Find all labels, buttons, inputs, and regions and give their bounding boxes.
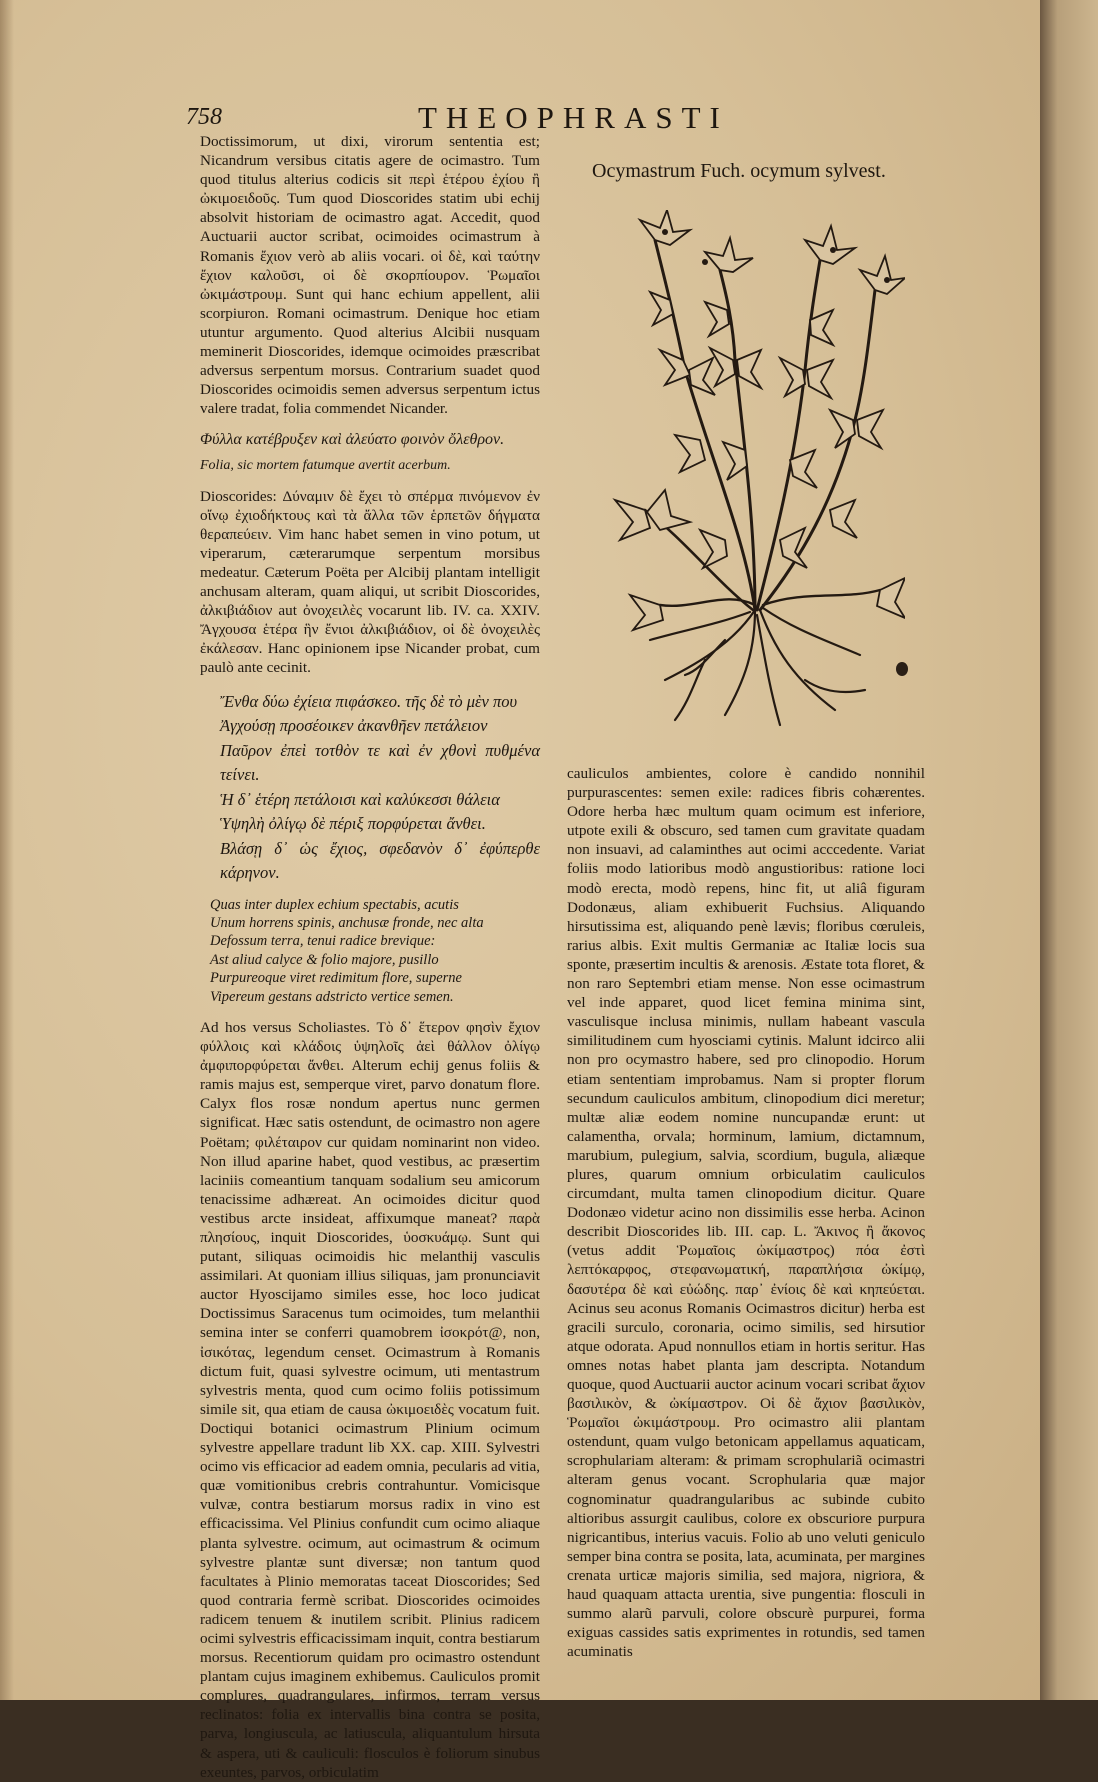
text-paragraph: Dioscorides: Δύναμιν δὲ ἔχει τὸ σπέρμα πινόμενον ἐν οἴνῳ ἐχιοδήκτους καὶ τὰ ἄλλα τῶν ἑρπετῶν δήγματα θεραπεύειν. Vim hanc habet semen in vino potum, ut viperarum, cæterarumque serpentum morsibus medeatur. Cæterum Poëta per Alcibij plantam intelligit anchusam alteram, quam aliqui, ut scribit Dioscorides, ἀλκιβιάδιον aut ὀνοχειλὲς vocarunt lib. IV. ca. XXIV. Ἄγχουσα ἑτέρα ἣν ἔνιοι ἀλκιβιάδιον, οἱ δὲ ὀνοχειλὲς ἐκάλεσαν. Hanc opinionem ipse Nicander probat, cum paulò ante cecinit. — [200, 487, 540, 677]
verse-line: Defossum terra, tenui radice brevique: — [210, 933, 436, 950]
latin-verse — [210, 896, 540, 1006]
greek-quotation: Φύλλα κατέβρυξεν καὶ ἀλεύατο φοινὸν ὄλεθρον. — [200, 431, 505, 449]
book-gutter — [1040, 0, 1098, 1700]
greek-poem — [220, 690, 540, 886]
left-column — [200, 132, 540, 1782]
poem-line: Βλάσῃ δ᾽ ὡς ἔχιος, σφεδανὸν δ᾽ ἐφύπερθε κάρηνον. — [220, 838, 540, 883]
text-paragraph: Ad hos versus Scholiastes. Τὸ δ᾽ ἕτερον φησὶν ἔχιον φύλλοις καὶ κλάδοις ὑψηλοῖς ἀεὶ θάλλον ὀλίγῳ ἀμφιπορφύρεται ἄνθει. Alterum echij genus foliis & ramis majus est, semperque viret, parvo donatum flore. Calyx flos rosæ nondum apertus nunc germen significat. Hæc satis ostendunt, de ocimastro non agere Poëtam; φιλέταιρον cur quidam nominarint non video. Non illud aparine habet, quod vestibus, ac præsertim laciniis comeantium tanquam sodalium seu amicorum tenacissime adhæreat. An ocimoides dicitur quod vestibus arcte insideat, affixumque maneat? παρὰ πλησίους, inquit Dioscorides, ὑοσκυάμῳ. Sunt qui putant, siliquas ocimoidis hic melanthij vasculis assimilari. At quoniam illius siliquas, jam pronunciavit auctor Hyoscijamo similes esse, hoc loco judicat Doctissimus Saracenus tum ocimoides, tum melanthii semina inter se conferri quamobrem ἰσοκρότ@, non, ἰσικότας, legendum censet. Ocimastrum à Romanis dictum fuit, quasi sylvestre ocimum, uti mentastrum sylvestris menta, quod cum ocimo foliis potissimum simile sit, qua etiam de causa ὠκιμοειδὲς vocatum fuit. Doctiqui botanici ocimastrum Plinium ocimum sylvestre appellare tradunt lib XX. cap. XIII. Sylvestri ocimo vis efficacior ad eadem omnia, pecularis ad vitia, quæ vomitionibus crebris contrahuntur. Vomicisque vulvæ, contra bestiarum morsus radix in vino est efficacissima. Vel Plinius confundit cum ocimo aliaque planta sylvestre. ocimum, aut ocimastrum & ocimum sylvestre plantæ sunt diversæ; non tantum quod facultates à Plinio memoratas taceat Dioscorides; Sed quod contraria fermè scribat. Dioscorides ocimoides radicem tenuem & inutilem scribit. Plinius radicem ocimi sylvestris efficacissimam inquit, contra bestiarum morsus. Recentiorum quidam pro ocimastro ostendunt plantam cujus imaginem exhibemus. Cauliculos promit complures, quadrangulares, infirmos, terram versus reclinatos: folia ex intervallis bina contra se posita, parva, longiuscula, ac latiuscula, aliquantulum hirsuta & aspera, uti & cauliculi: flosculos è foliorum sinubus exeuntes, parvos, orbiculatim — [200, 1018, 540, 1781]
page-number: 758 — [186, 104, 222, 130]
poem-line: Ἡ δ᾽ ἑτέρη πετάλοισι καὶ καλύκεσσι θάλεια — [220, 789, 500, 809]
ink-blot — [896, 662, 908, 676]
page-header — [186, 100, 946, 135]
poem-line: Παῦρον ἐπεὶ τοτθὸν τε καὶ ἐν χθονὶ πυθμένα τείνει. — [220, 740, 540, 785]
page-shadow — [0, 0, 14, 1700]
latin-gloss: Folia, sic mortem fatumque avertit acerbum. — [200, 457, 451, 473]
verse-line: Ast aliud calyce & folio majore, pusillo — [210, 951, 439, 968]
verse-line: Quas inter duplex echium spectabis, acutis — [210, 896, 459, 913]
verse-line: Purpureoque viret redimitum flore, superne — [210, 970, 462, 987]
verse-line: Vipereum gestans adstricto vertice semen. — [210, 988, 454, 1005]
text-paragraph: Doctissimorum, ut dixi, virorum sententia est; Nicandrum versibus citatis agere de ocimastro. Tum quod titulus alterius codicis sit περὶ ἑτέρου ἐχίου ἢ ὠκιμοειδοῦς. Tum quod Dioscorides statim ubi echij absolvit historiam de ocimastro agat. Accedit, quod Auctuarii auctor scribat, ocimoides ocimastrum à Romanis ἔχιον verò ab aliis vocari. οἱ δὲ, καὶ ταύτην ἔχιον καλοῦσι, οἱ δὲ σκορπίουρον. Ῥωμαῖοι ὠκιμάστρουμ. Sunt qui hanc echium appellent, alii scorpiuron. Romani ocimastrum. Denique hoc etiam utuntur argumento. Quod alterius Alcibii nusquam meminerit Dioscorides, idemque ocimoides præscribat adversus serpentum morsus. Contrarium suadet quod Dioscorides ocimoidis semen adversus serpentum ictus valere tradat, folia commendet Nicander. — [200, 133, 540, 418]
text-paragraph: cauliculos ambientes, colore è candido nonnihil purpurascentes: semen exile: radices fibris cohærentes. Odore herba hæc multum quam ocimum est inferiore, utpote exili & obscuro, sed tamen cum gravitate quadam non insuavi, ad calaminthes aut ocimi acccedente. Variat foliis modo latioribus modò angustioribus: ratione loci modò erecta, modò repens, hinc fit, ut aliâ figuram Dodonæus, aliam exhibuerit Fuchsius. Aliquando hirsutissima est, aliquando penè lævis; floribus cœruleis, rarius albis. Exit multis Germaniæ ac Italiæ locis sua sponte, præsertim incultis & arenosis. Æstate tota floret, & non raro Septembri etiam mense. Non esse ocimastrum vel inde apparet, quod licet femina minima sint, vasculisque inclusa minimis, nullam habeant vascula similitudinem cum hyosciami cytinis. Malunt idcirco alii non pro ocymastro habere, sed pro clinopodio. Horum etiam sententiam improbamus. Nam si propter florum secundum cauliculos ambitum, clinopodium dici meretur; multæ aliæ eodem nomine nuncupandæ erunt: ut calamentha, orvala; horminum, lamium, dictamnum, marubium, pulegium, salvia, scordium, bugula, aliæque plures, quarum omnium orbiculatim cauliculos circumdant, multa tamen clinopodium dicitur. Quare Dodonæo videtur acino non dissimilis esse herba. Acinon describit Dioscorides lib. III. cap. L. Ἄκινος ἢ ἄκονος (vetus addit Ῥωμαῖοις ὠκίμαστρος) πόα ἐστὶ λεπτόκαρφος, στεφανωματική, παραπλήσια ὠκίμῳ, δασυτέρα δὲ καὶ εὐώδης. παρ᾽ ἐνίοις δὲ καὶ κηπεύεται. Acinus seu aconus Romanis Ocimastros dicitur) herba est gracili surculo, coronaria, ocimo similis, sed hirsutior atque odorata. Apud nonnullos etiam in hortis seritur. Has omnes notas habet planta jam descripta. Notandum quoque, quod Auctuarii auctor acinum vocari scribat ἄχιον βασιλικὸν, & ὠκίμαστρον. Οἱ δὲ ἄχιον βασιλικὸν, Ῥωμαῖοι ὠκιμάστρουμ. Pro ocimastro alii plantam ostendunt, quam vulgo betonicam appellamus aquaticam, scrophulariam alteram: & primam scrophulariã ocimastri alteram genus vocant. Scrophularia quæ major cognominatur quadrangularibus ac subinde cubito altioribus assurgit caulibus, colore ex obscuriore purpura nigricantibus, interius vacuis. Folio ab uno veluti geniculo semper bina contra se posita, lata, acuminata, per margines crenata urticæ majoris similia, sed majora, nigriora, & haud quaquam attacta urentia, sive pungentia: flosculi in summo alarũ parvuli, colore obscurè purpurei, forma exiguas cassides satis exprimentes in rotundis, sed tamen acuminatis — [567, 765, 925, 1661]
running-title: THEOPHRASTI — [418, 100, 729, 135]
poem-line: Ἀγχούσῃ προσέοικεν ἀκανθῆεν πετάλειον — [220, 716, 488, 736]
poem-line: Ἔνθα δύω ἐχίεια πιφάσκεο. τῆς δὲ τὸ μὲν που — [220, 691, 518, 711]
figure-caption: Ocymastrum Fuch. ocymum sylvest. — [592, 160, 886, 182]
verse-line: Unum horrens spinis, anchusæ fronde, nec alta — [210, 914, 484, 931]
ocymastrum-plant-woodcut-icon — [605, 210, 905, 730]
poem-line: Ὑψηλὴ ὀλίγῳ δὲ πέριξ πορφύρεται ἄνθει. — [220, 814, 486, 834]
right-column — [567, 764, 925, 1661]
